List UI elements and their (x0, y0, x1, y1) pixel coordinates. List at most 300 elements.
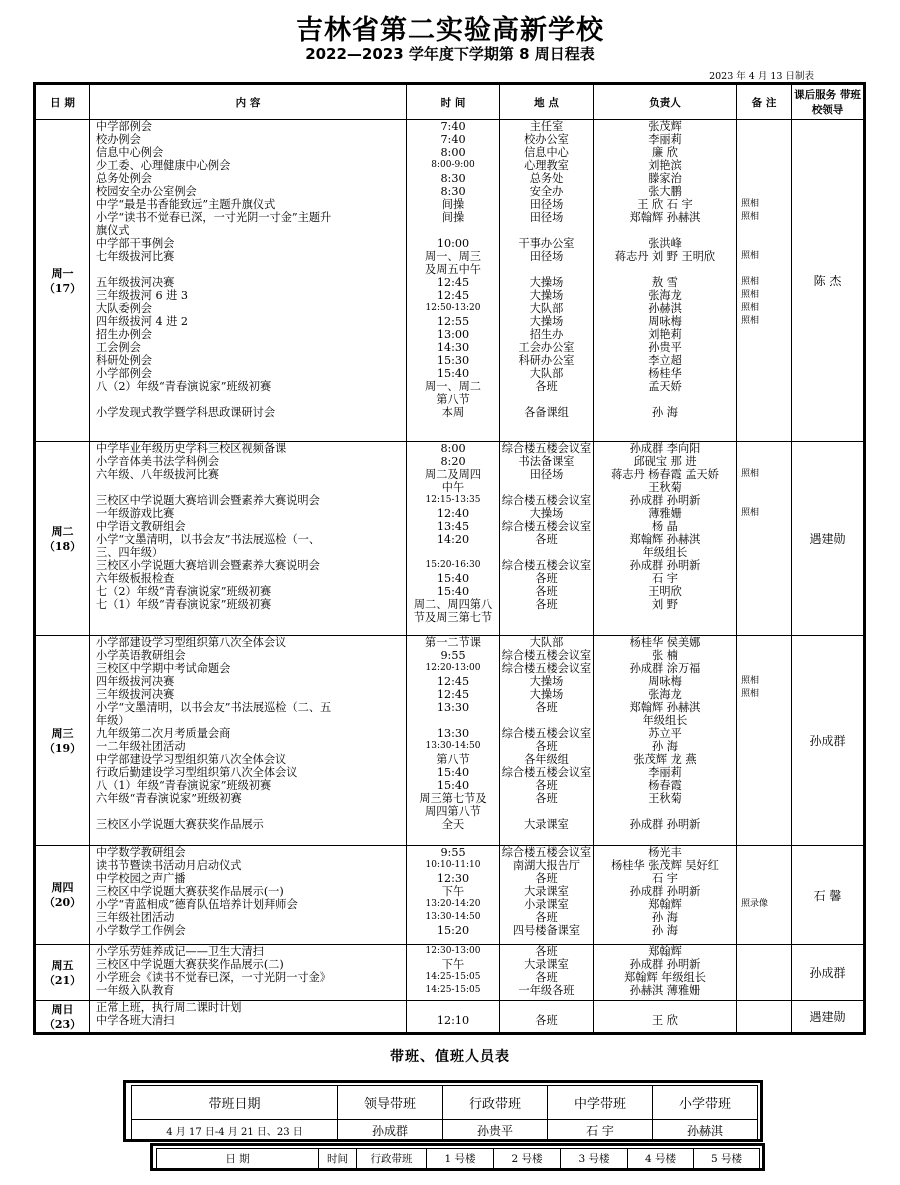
event-time: 本周 (441, 406, 465, 419)
event-location: 各班 (535, 585, 558, 598)
header-time: 时 间 (407, 84, 500, 120)
event-responsible: 孙 海 (652, 924, 678, 937)
event-location: 田径场 (529, 468, 564, 481)
event-name: 大队委例会 (96, 302, 152, 315)
event-responsible: 郑翰辉 孙赫淇 (629, 533, 701, 546)
event-name: 行政后勤建设学习型组织第八次全体会议 (96, 766, 298, 779)
event-time: 周四第八节 (425, 805, 481, 818)
event-note (737, 945, 791, 958)
event-location: 综合楼五楼会议室 (501, 662, 592, 675)
event-time: 周一、周二 (425, 380, 481, 393)
event-responsible: 杨桂华 侯美娜 (629, 636, 701, 649)
event-location: 各班 (535, 740, 558, 753)
note-cell (737, 1001, 792, 1034)
event-note (737, 224, 791, 237)
event-location: 综合楼五楼会议室 (501, 846, 592, 859)
event-responsible: 郑翰辉 孙赫淇 (629, 701, 701, 714)
event-location: 大操场 (529, 507, 564, 520)
event-name: 小学“青蓝相成”德育队伍培养计划拜师会 (96, 898, 298, 911)
event-time: 12:45 (436, 276, 470, 289)
event-responsible: 郑翰辉 年级组长 (624, 971, 706, 984)
duty-header: 3 号楼 (561, 1149, 628, 1169)
event-time: 全天 (441, 818, 465, 831)
event-note (737, 237, 791, 250)
event-time: 12:15-13:35 (425, 495, 481, 505)
duty-header: 行政带班 (357, 1149, 427, 1169)
event-responsible: 刘艳滨 (648, 159, 682, 172)
event-time: 第八节 (436, 753, 470, 766)
event-time: 12:50-13:20 (425, 303, 481, 313)
roster-header: 带班日期 (132, 1086, 338, 1120)
event-name (90, 263, 406, 276)
location-cell (500, 442, 594, 636)
event-location: 各班 (535, 911, 558, 924)
event-time: 12:30-13:00 (425, 946, 481, 956)
day-cell (35, 1001, 90, 1034)
event-time: 14:30 (436, 341, 470, 354)
event-time: 13:30 (436, 727, 470, 740)
event-responsible: 孟天娇 (648, 380, 682, 393)
event-time: 12:45 (436, 289, 470, 302)
event-location: 田径场 (529, 211, 564, 224)
duty-header: 5 号楼 (694, 1149, 760, 1169)
event-note (737, 984, 791, 997)
event-time: 13:20-14:20 (425, 899, 481, 909)
event-responsible: 刘艳莉 (648, 328, 682, 341)
school-title: 吉林省第二实验高新学校 (296, 15, 604, 46)
event-time: 9:55 (440, 846, 466, 859)
event-note (737, 120, 791, 133)
event-name: 招生办例会 (96, 328, 152, 341)
event-location: 主任室 (529, 120, 564, 133)
event-location: 大操场 (529, 688, 564, 701)
event-responsible: 杨春霞 (648, 779, 682, 792)
event-responsible: 孙成群 孙明新 (629, 559, 701, 572)
event-time (407, 714, 499, 727)
weekly-schedule-table (33, 82, 866, 1035)
day-number: （23） (43, 1017, 82, 1031)
event-time: 8:30 (440, 185, 466, 198)
event-note (737, 481, 791, 494)
event-note (737, 911, 791, 924)
event-name: 中学各班大清扫 (96, 1014, 175, 1027)
event-name: 七（2）年级“青春演说家”班级初赛 (96, 585, 272, 598)
event-note (737, 393, 791, 406)
duty-leader: 孙成群 (809, 734, 846, 748)
event-location: 综合楼五楼会议室 (501, 766, 592, 779)
header-day: 日 期 (35, 84, 90, 120)
event-name: 三校区中学期中考试命题会 (96, 662, 231, 675)
event-name: 中学语文教研组会 (96, 520, 186, 533)
event-note: 照相 (741, 251, 760, 261)
day-name: 周四 (51, 881, 74, 894)
event-time: 12:55 (436, 315, 470, 328)
event-time: 7:40 (440, 120, 466, 133)
event-note (737, 328, 791, 341)
event-note: 照相 (741, 316, 760, 326)
event-name (90, 481, 406, 494)
event-name: 三年级拔河决赛 (96, 688, 175, 701)
event-responsible: 孙贵平 (648, 341, 682, 354)
event-note (737, 971, 791, 984)
event-note (737, 636, 791, 649)
responsible-cell (594, 945, 737, 1001)
event-name: 三校区小学说题大赛培训会暨素养大赛说明会 (96, 559, 320, 572)
event-name: 中学部例会 (96, 120, 152, 133)
event-name: 小学乐劳娃养成记——卫生大清扫 (96, 945, 264, 958)
event-time: 13:30-14:50 (425, 741, 481, 751)
event-location: 综合楼五楼会议室 (501, 727, 592, 740)
event-time: 中午 (441, 481, 465, 494)
event-responsible: 孙 海 (652, 406, 678, 419)
event-note (737, 611, 791, 624)
event-location: 小录课室 (524, 898, 569, 911)
day-name: 周一 (51, 266, 74, 280)
event-responsible: 孙赫淇 薄雅姗 (629, 984, 701, 997)
event-name: 小学班会《读书不觉春已深，一寸光阴一寸金》 (96, 971, 331, 984)
event-location: 书法备课室 (518, 455, 575, 468)
event-responsible: 石 宇 (652, 572, 678, 585)
event-note (737, 753, 791, 766)
day-name: 周三 (51, 726, 74, 740)
header-note: 备 注 (737, 84, 792, 120)
event-name: 小学英语教研组会 (96, 649, 186, 662)
event-responsible: 杨光丰 (648, 846, 682, 859)
time-cell (407, 636, 500, 846)
leader-cell (792, 846, 865, 945)
duty-leader: 遇建勋 (809, 1010, 846, 1024)
event-responsible: 张海龙 (648, 289, 682, 302)
duty-header: 日 期 (157, 1149, 319, 1169)
event-time: 15:40 (436, 572, 470, 585)
event-location (500, 224, 593, 237)
event-responsible (594, 611, 736, 624)
event-location: 综合楼五楼会议室 (501, 649, 592, 662)
event-name: 中学毕业年级历史学科三校区视频备课 (96, 442, 287, 455)
event-responsible: 孙成群 孙明新 (629, 494, 701, 507)
event-time: 13:45 (436, 520, 470, 533)
note-cell (737, 636, 792, 846)
content-cell (90, 945, 407, 1001)
event-note: 照相 (741, 212, 760, 222)
day-cell (35, 636, 90, 846)
event-responsible: 王 欣 石 宇 (637, 198, 693, 211)
event-name (90, 611, 406, 624)
event-name: 九年级第二次月考质量会商 (96, 727, 231, 740)
content-cell (90, 442, 407, 636)
event-responsible: 张茂辉 龙 燕 (633, 753, 697, 766)
event-note (737, 572, 791, 585)
event-location: 各年级组 (524, 753, 569, 766)
event-location: 田径场 (529, 198, 564, 211)
day-number: （18） (43, 539, 82, 553)
event-responsible (594, 224, 736, 237)
day-number: （21） (43, 973, 82, 987)
event-location: 科研办公室 (518, 354, 575, 367)
day-cell (35, 120, 90, 442)
event-location: 大操场 (529, 289, 564, 302)
responsible-cell (594, 1001, 737, 1034)
event-note: 照相 (741, 689, 760, 699)
event-name: 三校区中学说题大赛获奖作品展示(一) (96, 885, 284, 898)
event-name: 小学部建设学习型组织第八次全体会议 (96, 636, 287, 649)
event-time: 间操 (441, 211, 465, 224)
event-location: 心理教室 (524, 159, 569, 172)
event-responsible: 郑翰辉 孙赫淇 (629, 211, 701, 224)
location-cell (500, 1001, 594, 1034)
event-time: 15:40 (436, 766, 470, 779)
day-cell (35, 945, 90, 1001)
event-note (737, 159, 791, 172)
event-name: 三校区中学说题大赛获奖作品展示(二) (96, 958, 284, 971)
event-responsible: 孙成群 涂万福 (629, 662, 701, 675)
event-location: 一年级各班 (518, 984, 575, 997)
header-content: 内 容 (90, 84, 407, 120)
content-cell (90, 1001, 407, 1034)
event-responsible: 张洪峰 (648, 237, 682, 250)
event-note (737, 455, 791, 468)
event-note: 照相 (741, 303, 760, 313)
event-responsible: 李丽莉 (648, 133, 682, 146)
event-name: 校办例会 (96, 133, 141, 146)
event-time: 14:20 (436, 533, 470, 546)
event-time: 15:40 (436, 367, 470, 380)
event-note (737, 924, 791, 937)
event-name: 小学数学工作例会 (96, 924, 186, 937)
event-note (737, 341, 791, 354)
responsible-cell (594, 120, 737, 442)
event-location: 各班 (535, 971, 558, 984)
event-note: 照相 (741, 676, 760, 686)
event-responsible: 王 欣 (652, 1014, 678, 1027)
event-location: 招生办 (529, 328, 564, 341)
roster-header: 中学带班 (548, 1086, 653, 1120)
event-time: 下午 (441, 958, 465, 971)
event-name: 旗仪式 (96, 224, 130, 237)
event-location: 各班 (535, 1014, 558, 1027)
event-time: 10:10-11:10 (425, 860, 481, 870)
event-time: 间操 (441, 198, 465, 211)
event-location: 各班 (535, 779, 558, 792)
duty-header: 时间 (319, 1149, 357, 1169)
roster-value: 孙贵平 (443, 1120, 548, 1141)
event-location: 干事办公室 (518, 237, 575, 250)
event-note (737, 598, 791, 611)
event-name: 中学部建设学习型组织第八次全体会议 (96, 753, 287, 766)
event-location (500, 611, 593, 624)
event-note (737, 701, 791, 714)
event-responsible (594, 1001, 736, 1014)
event-time: 12:40 (436, 507, 470, 520)
event-time: 15:20-16:30 (425, 560, 481, 570)
day-cell (35, 442, 90, 636)
event-note (737, 740, 791, 753)
leader-cell (792, 636, 865, 846)
event-responsible: 孙成群 李向阳 (629, 442, 701, 455)
event-responsible: 张茂辉 (648, 120, 682, 133)
event-name: 三、四年级） (96, 546, 164, 559)
made-date: 2023 年 4 月 13 日制表 (709, 71, 814, 82)
day-name: 周五 (51, 958, 74, 972)
event-name: 中学“最是书香能致远”主题升旗仪式 (96, 198, 276, 211)
leader-cell (792, 120, 865, 442)
event-name: 正常上班，执行周二课时计划 (96, 1001, 242, 1014)
event-name: 一年级游戏比赛 (96, 507, 175, 520)
event-name: 八（1）年级“青春演说家”班级初赛 (96, 779, 272, 792)
event-responsible (594, 805, 736, 818)
event-responsible: 郑翰辉 (648, 898, 682, 911)
event-name (90, 393, 406, 406)
location-cell (500, 636, 594, 846)
event-responsible: 刘 野 (652, 598, 678, 611)
leader-cell (792, 945, 865, 1001)
event-name: 三年级社团活动 (96, 911, 175, 924)
roster-header: 行政带班 (443, 1086, 548, 1120)
event-note (737, 649, 791, 662)
event-note (737, 533, 791, 546)
event-responsible: 年级组长 (642, 714, 688, 727)
event-name: 三校区中学说题大赛培训会暨素养大赛说明会 (96, 494, 320, 507)
event-name: 校园安全办公室例会 (96, 185, 197, 198)
day-name: 周二 (51, 524, 74, 538)
event-time: 12:45 (436, 688, 470, 701)
day-row (35, 442, 865, 636)
event-time: 8:00-9:00 (431, 160, 475, 170)
event-location: 大操场 (529, 675, 564, 688)
roster-title: 带班、值班人员表 (390, 1049, 510, 1065)
event-time (407, 1001, 499, 1014)
event-time: 周二及周四 (425, 468, 481, 481)
day-number: （20） (43, 896, 82, 909)
event-responsible: 王秋菊 (648, 792, 682, 805)
event-time (407, 224, 499, 237)
event-responsible: 石 宇 (652, 872, 678, 885)
event-responsible: 杨 晶 (652, 520, 678, 533)
event-time: 8:00 (440, 442, 466, 455)
event-responsible: 廉 欣 (652, 146, 678, 159)
event-note (737, 714, 791, 727)
location-cell (500, 846, 594, 945)
responsible-cell (594, 442, 737, 636)
day-row (35, 636, 865, 846)
event-note (737, 442, 791, 455)
event-responsible (594, 263, 736, 276)
event-responsible: 郑翰辉 (648, 945, 682, 958)
note-cell (737, 945, 792, 1001)
event-name: 一二年级社团活动 (96, 740, 186, 753)
event-note (737, 859, 791, 872)
event-time: 15:40 (436, 779, 470, 792)
event-note: 照相 (741, 277, 760, 287)
event-responsible: 邱砚宝 那 进 (633, 455, 697, 468)
event-note (737, 766, 791, 779)
event-location (500, 481, 593, 494)
event-location: 大队部 (529, 302, 564, 315)
event-name: 小学发现式教学暨学科思政课研讨会 (96, 406, 276, 419)
event-responsible: 周咏梅 (648, 675, 682, 688)
event-time: 节及周三第七节 (413, 611, 493, 624)
duty-header: 1 号楼 (427, 1149, 494, 1169)
event-time: 7:40 (440, 133, 466, 146)
note-cell (737, 120, 792, 442)
event-note (737, 872, 791, 885)
event-time: 8:00 (440, 146, 466, 159)
event-name: 四年级拔河 4 进 2 (96, 315, 189, 328)
event-responsible: 孙赫淇 (648, 302, 682, 315)
event-name: 中学部干事例会 (96, 237, 175, 250)
event-note (737, 662, 791, 675)
event-name: 三年级拔河 6 进 3 (96, 289, 189, 302)
event-location: 各班 (535, 598, 558, 611)
event-time: 12:30 (436, 872, 470, 885)
day-cell (35, 846, 90, 945)
event-note (737, 263, 791, 276)
event-location: 总务处 (529, 172, 564, 185)
event-note (737, 172, 791, 185)
event-note: 照相 (741, 290, 760, 300)
event-name: 六年级板报检查 (96, 572, 175, 585)
event-responsible: 杨桂华 (648, 367, 682, 380)
day-number: （17） (43, 281, 82, 295)
event-note: 照相 (741, 508, 760, 518)
content-cell (90, 846, 407, 945)
event-location: 综合楼五楼会议室 (501, 520, 592, 533)
event-time: 12:10 (436, 1014, 470, 1027)
event-name: 小学“读书不觉春已深，一寸光阴一寸金”主题升 (96, 211, 332, 224)
event-time: 13:30-14:50 (425, 912, 481, 922)
event-time: 及周五中午 (425, 263, 481, 276)
event-note (737, 380, 791, 393)
event-name: 七（1）年级“青春演说家”班级初赛 (96, 598, 272, 611)
event-note: 照相 (741, 199, 760, 209)
duty-header: 2 号楼 (494, 1149, 561, 1169)
event-location: 各班 (535, 701, 558, 714)
duty-leader: 孙成群 (809, 966, 846, 980)
leader-cell (792, 1001, 865, 1034)
event-location: 各班 (535, 945, 558, 958)
event-responsible: 孙 海 (652, 740, 678, 753)
event-responsible (594, 393, 736, 406)
event-time: 第八节 (436, 393, 470, 406)
event-location (500, 263, 593, 276)
event-location: 综合楼五楼会议室 (501, 559, 592, 572)
event-note (737, 958, 791, 971)
event-location: 大队部 (529, 367, 564, 380)
roster-header: 小学带班 (653, 1086, 758, 1120)
event-name: 信息中心例会 (96, 146, 164, 159)
event-responsible: 蒋志丹 杨春霞 孟天娇 (611, 468, 719, 481)
event-note (737, 779, 791, 792)
event-name (90, 805, 406, 818)
event-responsible: 李丽莉 (648, 766, 682, 779)
event-responsible: 滕家治 (648, 172, 682, 185)
event-note (737, 367, 791, 380)
duty-header: 4 号楼 (628, 1149, 694, 1169)
event-location: 各班 (535, 872, 558, 885)
event-location: 各班 (535, 533, 558, 546)
duty-table (156, 1148, 760, 1169)
event-time: 15:20 (436, 924, 470, 937)
event-note (737, 792, 791, 805)
event-name: 六年级、八年级拔河比赛 (96, 468, 220, 481)
event-location: 信息中心 (524, 146, 569, 159)
event-name: 四年级拔河决赛 (96, 675, 175, 688)
event-name: 八（2）年级“青春演说家”班级初赛 (96, 380, 272, 393)
event-note: 照录像 (741, 899, 769, 909)
event-name: 小学“文墨清明，以书会友”书法展巡检（二、五 (96, 701, 332, 714)
event-responsible: 杨桂华 张茂辉 吴好红 (611, 859, 719, 872)
time-cell (407, 442, 500, 636)
